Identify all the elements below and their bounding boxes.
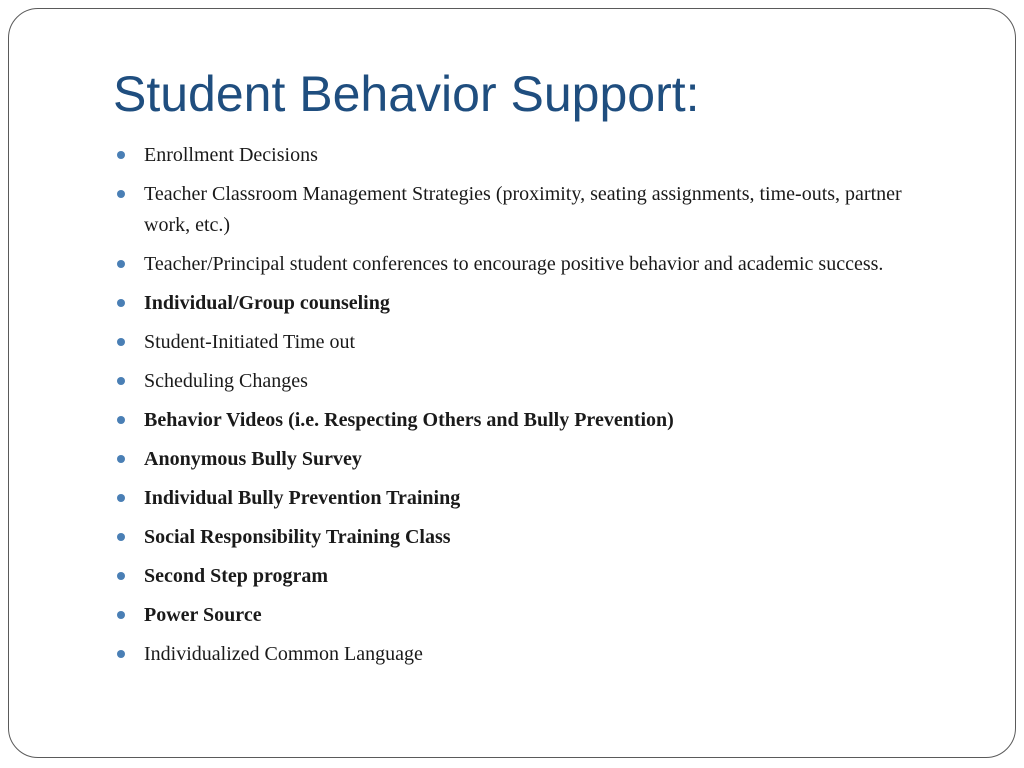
slide-frame: [8, 8, 1016, 758]
bullet-item-behavior-videos: [109, 405, 939, 436]
bullet-item-scheduling-changes: [109, 366, 939, 397]
bullet-text: Student-Initiated Time out: [144, 331, 356, 353]
bullet-dot-icon: [117, 299, 125, 307]
bullet-text: Anonymous Bully Survey: [144, 448, 362, 470]
bullet-text: Teacher/Principal student conferences to encourage positive behavior and academic success.: [144, 253, 884, 275]
bullet-text: Power Source: [144, 604, 262, 626]
bullet-dot-icon: [117, 494, 125, 502]
bullet-item-classroom-management: [109, 179, 939, 241]
bullet-text: Behavior Videos (i.e. Respecting Others and Bully Prevention): [144, 409, 674, 431]
bullet-dot-icon: [117, 190, 125, 198]
bullet-item-time-out: [109, 327, 939, 358]
bullet-item-common-language: [109, 639, 939, 670]
bullet-dot-icon: [117, 151, 125, 159]
bullet-text: Individualized Common Language: [144, 643, 423, 665]
bullet-dot-icon: [117, 260, 125, 268]
bullet-text: Scheduling Changes: [144, 370, 308, 392]
bullet-dot-icon: [117, 338, 125, 346]
bullet-list: [109, 140, 939, 678]
bullet-dot-icon: [117, 650, 125, 658]
bullet-dot-icon: [117, 416, 125, 424]
bullet-text: Teacher Classroom Management Strategies (proximity, seating assignments, time-outs, partner work, etc.): [144, 183, 902, 236]
bullet-item-social-responsibility: [109, 522, 939, 553]
bullet-item-bully-survey: [109, 444, 939, 475]
bullet-text: Second Step program: [144, 565, 329, 587]
bullet-text: Enrollment Decisions: [144, 144, 318, 166]
bullet-item-power-source: [109, 600, 939, 631]
bullet-dot-icon: [117, 572, 125, 580]
bullet-item-bully-prevention-training: [109, 483, 939, 514]
bullet-item-second-step: [109, 561, 939, 592]
bullet-text: Individual Bully Prevention Training: [144, 487, 461, 509]
bullet-item-enrollment-decisions: [109, 140, 939, 171]
bullet-dot-icon: [117, 611, 125, 619]
bullet-item-counseling: [109, 288, 939, 319]
slide-title: Student Behavior Support:: [113, 66, 700, 122]
bullet-dot-icon: [117, 377, 125, 385]
bullet-text: Social Responsibility Training Class: [144, 526, 451, 548]
bullet-dot-icon: [117, 533, 125, 541]
bullet-text: Individual/Group counseling: [144, 292, 390, 314]
bullet-dot-icon: [117, 455, 125, 463]
bullet-item-student-conferences: [109, 249, 939, 280]
